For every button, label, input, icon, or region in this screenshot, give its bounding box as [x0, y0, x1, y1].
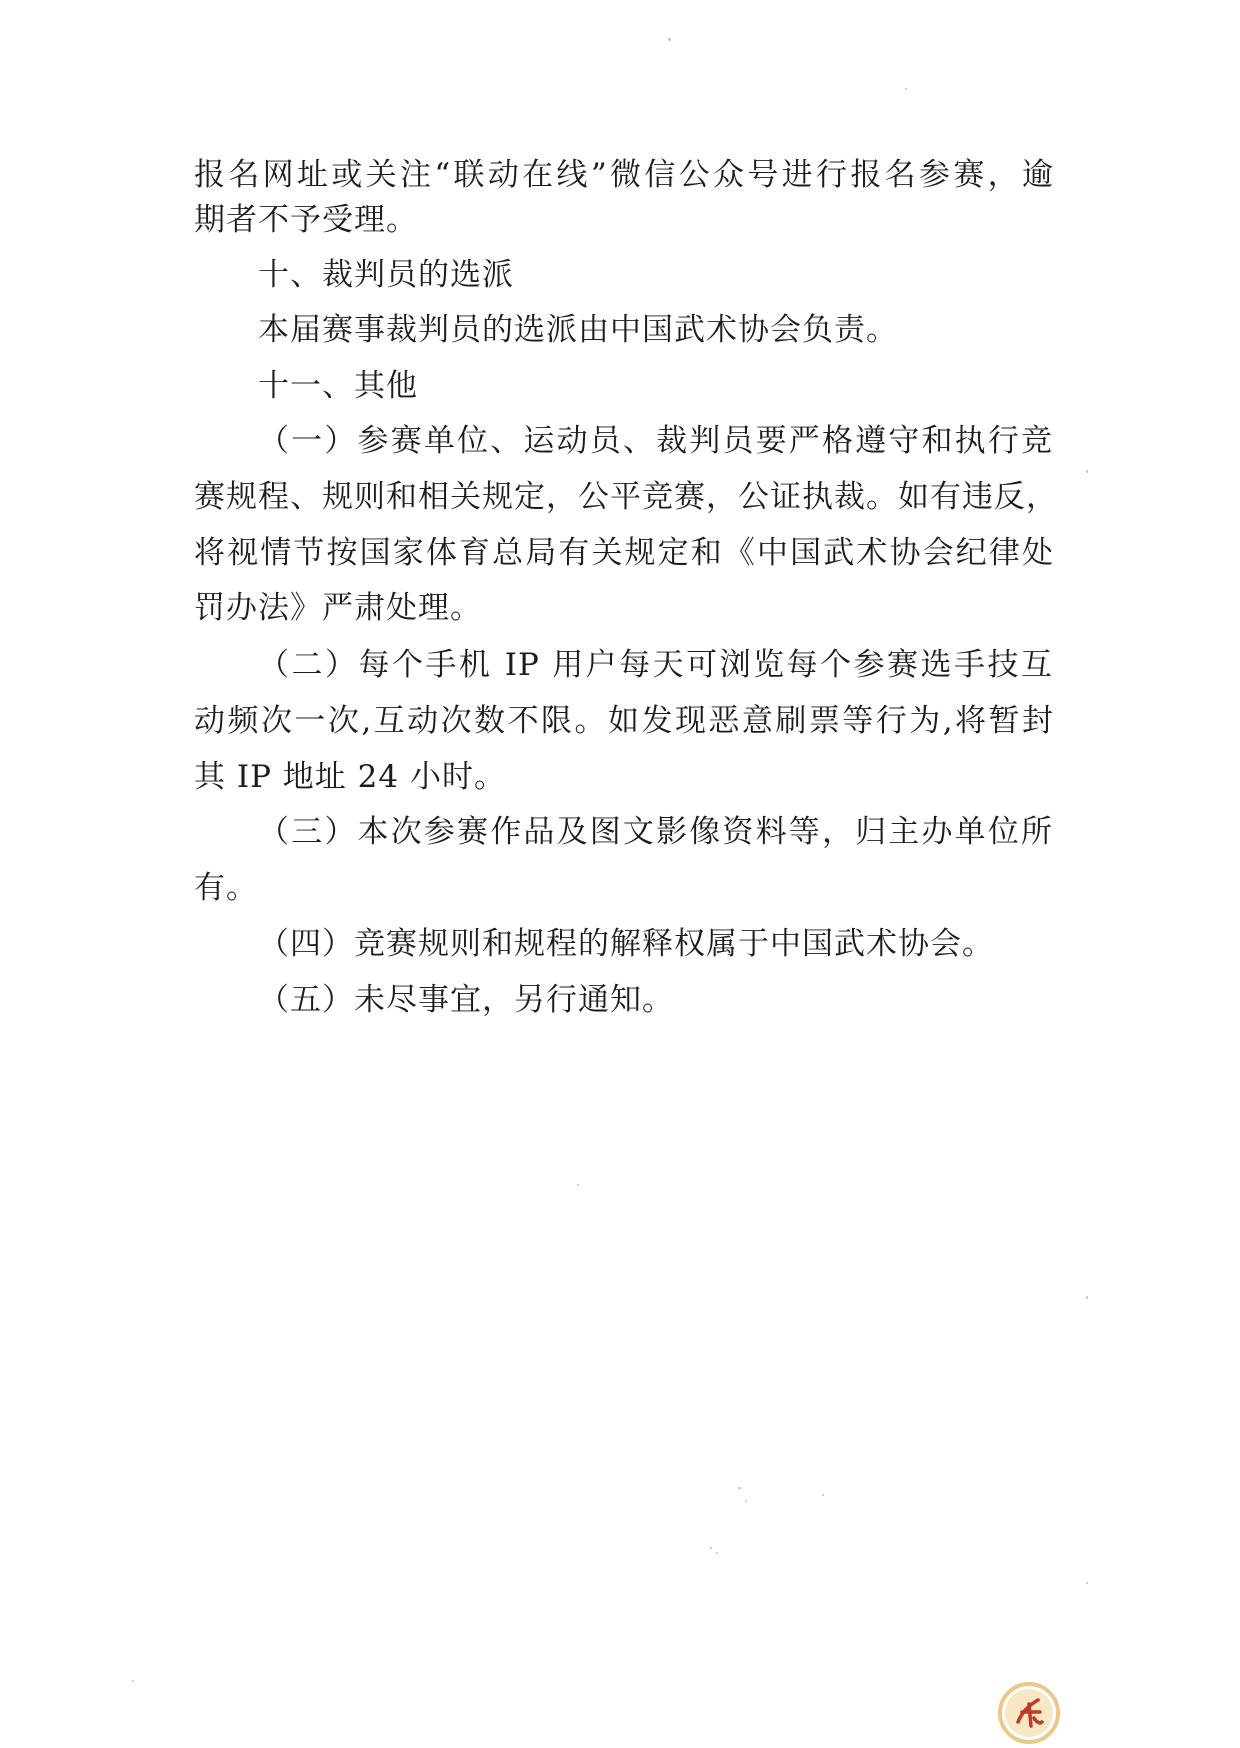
list-item-line: 罚办法》严肃处理。 — [194, 590, 482, 626]
scan-speck — [745, 1500, 747, 1502]
list-item-line: （三）本次参赛作品及图文影像资料等，归主办单位所 — [258, 814, 1053, 850]
scan-speck — [822, 1494, 824, 1496]
scan-speck — [905, 88, 907, 90]
list-item-line: （二）每个手机 IP 用户每天可浏览每个参赛选手技互 — [258, 647, 1053, 683]
list-item-line: 将视情节按国家体育总局有关规定和《中国武术协会纪律处 — [194, 535, 1054, 571]
scan-speck — [710, 1547, 712, 1549]
paragraph-line: 报名网址或关注“联动在线”微信公众号进行报名参赛，逾 — [194, 157, 1054, 193]
list-item-line: （五）未尽事宜，另行通知。 — [258, 982, 674, 1018]
scan-speck — [1086, 1296, 1088, 1299]
list-item-line: 有。 — [194, 870, 258, 906]
scan-speck — [668, 38, 671, 41]
list-item-line: （四）竞赛规则和规程的解释权属于中国武术协会。 — [258, 926, 994, 962]
martial-arts-association-logo-icon — [998, 1682, 1060, 1744]
scan-speck — [738, 1487, 741, 1489]
section-heading: 十一、其他 — [258, 368, 418, 404]
scan-speck — [577, 1184, 579, 1186]
section-heading: 十、裁判员的选派 — [258, 257, 514, 293]
list-item-line: （一）参赛单位、运动员、裁判员要严格遵守和执行竞 — [258, 423, 1053, 459]
list-item-line: 赛规程、规则和相关规定，公平竞赛，公证执裁。如有违反， — [194, 479, 1058, 515]
list-item-line: 动频次一次,互动次数不限。如发现恶意刷票等行为,将暂封 — [194, 703, 1054, 739]
list-item-line: 其 IP 地址 24 小时。 — [194, 759, 506, 795]
scan-speck — [716, 1552, 718, 1554]
scan-speck — [132, 1680, 134, 1682]
paragraph-line: 本届赛事裁判员的选派由中国武术协会负责。 — [258, 312, 898, 348]
scan-speck — [1086, 1582, 1088, 1584]
scan-speck — [1086, 470, 1088, 473]
paragraph-line: 期者不予受理。 — [194, 202, 418, 238]
